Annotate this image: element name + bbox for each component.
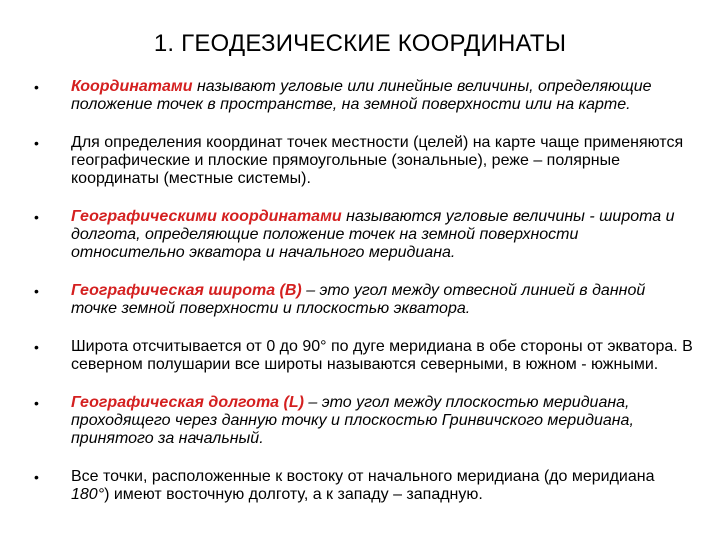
- bullet-list: [34, 78, 694, 504]
- list-item-latitude-measurement: [34, 338, 694, 374]
- list-item-east-west-longitude: [34, 468, 694, 504]
- item-text: Широта отсчитывается от 0 до 90° по дуге меридиана в обе стороны от экватора. В северном полушарии все широты называются северными, в южном - южными.: [71, 338, 693, 373]
- bullet-icon: •: [34, 135, 39, 151]
- list-item-longitude-definition: [34, 394, 694, 448]
- bullet-icon: •: [34, 395, 39, 411]
- item-text: Для определения координат точек местности (целей) на карте чаще применяются географические и плоские прямоугольные (зональные), реже – полярные координаты (местные системы).: [71, 134, 684, 187]
- item-text: называются угловые величины - широта и долгота, определяющие положение точек на земной поверхности относительно экватора и начального меридиана.: [71, 208, 675, 261]
- item-text-after: ) имеют восточную долготу, а к западу – западную.: [104, 486, 483, 503]
- term-coordinates: Координатами: [71, 78, 193, 95]
- item-text-before: Все точки, расположенные к востоку от начального меридиана (до меридиана: [71, 468, 655, 485]
- list-item-geographic-coordinates: [34, 208, 694, 262]
- bullet-icon: •: [34, 79, 39, 95]
- term-longitude: Географическая долгота (L): [71, 394, 304, 411]
- item-text: – это угол между отвесной линией в данной точке земной поверхности и плоскостью экватора.: [71, 282, 646, 317]
- bullet-icon: •: [34, 209, 39, 225]
- item-text-italic: 180°: [71, 486, 105, 503]
- item-text: называют угловые или линейные величины, определяющие положение точек в пространстве, на земной поверхности или на карте.: [71, 78, 652, 113]
- bullet-icon: •: [34, 339, 39, 355]
- term-geographic-coordinates: Географическими координатами: [71, 208, 342, 225]
- list-item-latitude-definition: [34, 282, 694, 318]
- bullet-icon: •: [34, 469, 39, 485]
- item-text: – это угол между плоскостью меридиана, проходящего через данную точку и плоскостью Гринвичского меридиана, принятого за начальный.: [71, 394, 634, 447]
- list-item-coordinate-systems: [34, 134, 694, 188]
- term-latitude: Географическая широта (B): [71, 282, 302, 299]
- slide-title: 1. ГЕОДЕЗИЧЕСКИЕ КООРДИНАТЫ: [153, 30, 567, 57]
- bullet-icon: •: [34, 283, 39, 299]
- list-item-coordinates-definition: [34, 78, 694, 114]
